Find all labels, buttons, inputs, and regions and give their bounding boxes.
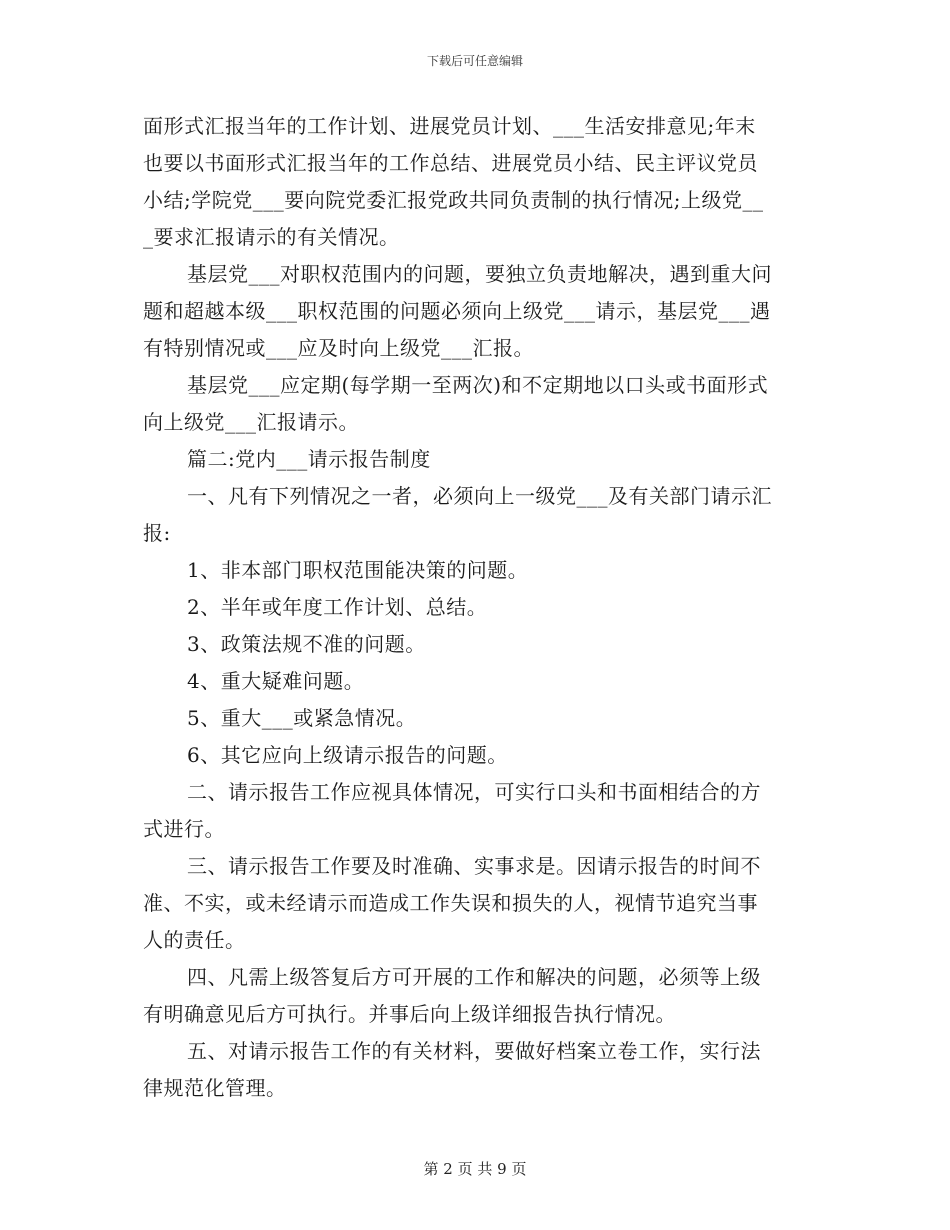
text-line: 向上级党___汇报请示。	[143, 410, 359, 434]
text-line: 一、凡有下列情况之一者，必须向上一级党___及有关部门请示汇	[187, 484, 772, 508]
text-line: 4、重大疑难问题。	[187, 669, 365, 693]
text-line: 题和超越本级___职权范围的问题必须向上级党___请示，基层党___遇	[143, 299, 771, 323]
page-number: 第 2 页 共 9 页	[423, 1160, 527, 1178]
text-line: 篇二:党内___请示报告制度	[187, 447, 431, 471]
text-line: 5、重大___或紧急情况。	[187, 706, 417, 730]
text-line: 2、半年或年度工作计划、总结。	[187, 595, 488, 619]
text-line: 报:	[143, 521, 171, 545]
text-line: 五、对请示报告工作的有关材料，要做好档案立卷工作，实行法	[187, 1039, 761, 1063]
text-line: 四、凡需上级答复后方可开展的工作和解决的问题，必须等上级	[187, 965, 761, 989]
text-line: 1、非本部门职权范围能决策的问题。	[187, 558, 529, 582]
text-line: 人的责任。	[143, 928, 246, 952]
text-line: 面形式汇报当年的工作计划、进展党员计划、___生活安排意见;年末	[143, 114, 756, 138]
text-line: 式进行。	[143, 817, 225, 841]
text-line: 基层党___对职权范围内的问题，要独立负责地解决，遇到重大问	[187, 262, 772, 286]
page-header-note: 下载后可任意编辑	[426, 54, 523, 68]
text-line: 准、不实，或未经请示而造成工作失误和损失的人，视情节追究当事	[143, 891, 758, 915]
text-line: 6、其它应向上级请示报告的问题。	[187, 743, 508, 767]
text-line: 小结;学院党___要向院党委汇报党政共同负责制的执行情况;上级党__	[143, 188, 764, 212]
text-line: 也要以书面形式汇报当年的工作总结、进展党员小结、民主评议党员	[143, 151, 758, 175]
text-line: 有明确意见后方可执行。并事后向上级详细报告执行情况。	[143, 1002, 676, 1026]
text-line: 二、请示报告工作应视具体情况，可实行口头和书面相结合的方	[187, 780, 761, 804]
text-line: 有特别情况或___应及时向上级党___汇报。	[143, 336, 534, 360]
text-line: 律规范化管理。	[143, 1076, 287, 1100]
document-body	[143, 108, 809, 1107]
text-line: 三、请示报告工作要及时准确、实事求是。因请示报告的时间不	[187, 854, 761, 878]
text-line: 3、政策法规不准的问题。	[187, 632, 426, 656]
text-line: 基层党___应定期(每学期一至两次)和不定期地以口头或书面形式	[187, 373, 769, 397]
text-line: _要求汇报请示的有关情况。	[143, 225, 400, 249]
